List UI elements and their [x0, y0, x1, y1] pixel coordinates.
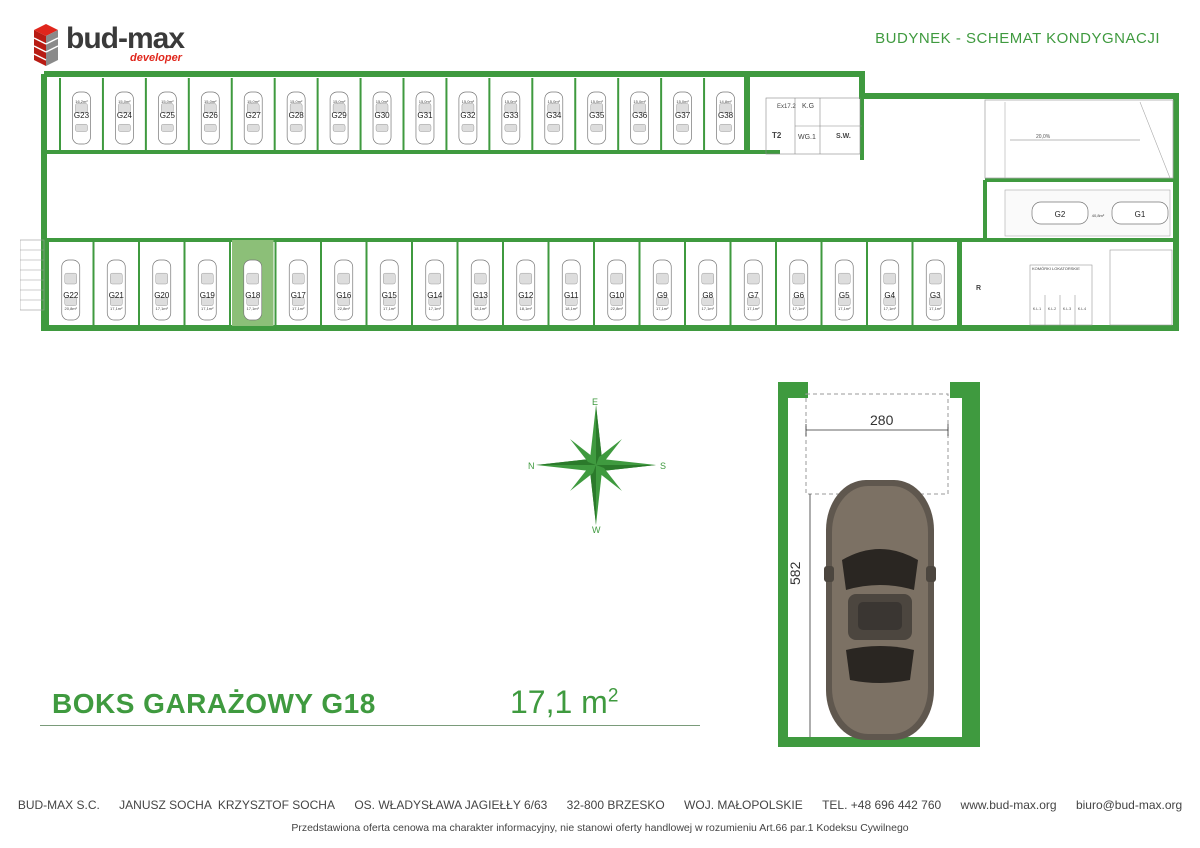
- parking-spot-g21[interactable]: [94, 240, 126, 326]
- storage-unit-label: K.L.3: [1062, 307, 1072, 311]
- ramp-slope-label: 20,0%: [1036, 134, 1051, 140]
- spot-area: 17,1m²: [747, 306, 760, 311]
- parking-spot-g10[interactable]: [594, 240, 626, 326]
- car-icon: [380, 260, 398, 320]
- ramp: [985, 100, 1173, 178]
- spot-area: 17,1m²: [792, 306, 805, 311]
- spot-area: 17,1m²: [292, 306, 305, 311]
- footer-email-link[interactable]: biuro@bud-max.org: [1075, 798, 1183, 812]
- door-swing-area: [806, 394, 948, 494]
- car-icon: [562, 260, 580, 320]
- parking-spot-g13[interactable]: [458, 240, 490, 326]
- bottom-row-spots: [48, 240, 958, 326]
- spot-id: G7: [747, 291, 759, 300]
- spot-id: G3: [929, 291, 941, 300]
- floor-plan: [20, 70, 1180, 340]
- spot-area: 18,1m²: [565, 306, 578, 311]
- box-length-label: 582: [787, 561, 803, 585]
- parking-spot-g31[interactable]: [404, 78, 434, 150]
- spot-area: 15,0m²: [676, 99, 689, 104]
- spot-id: G31: [417, 111, 433, 120]
- footer-disclaimer: Przedstawiona oferta cenowa ma charakter informacyjny, nie stanowi oferty handlowej w rozumieniu Art.66 par.1 Kodeksu Cywilnego: [291, 822, 909, 834]
- parking-spot-g14[interactable]: [412, 240, 444, 326]
- spot-area: 17,1m²: [201, 306, 214, 311]
- spot-id: G23: [73, 111, 90, 120]
- parking-spot-g26[interactable]: [189, 78, 219, 150]
- car-top-view-icon: [824, 480, 936, 740]
- spot-area: 15,0m²: [547, 99, 561, 104]
- spot-area: 15,0m²: [461, 99, 475, 104]
- car-icon: [426, 260, 444, 320]
- garage-box-drawing: [770, 380, 990, 750]
- storage-unit-label: K.L.2: [1047, 307, 1057, 311]
- compass-north-label: E: [592, 397, 599, 407]
- double-garage-car-g2[interactable]: [1032, 202, 1088, 224]
- spot-id: G33: [503, 111, 519, 120]
- spot-area: 18,1m²: [519, 306, 532, 311]
- spot-area: 18,1m²: [474, 306, 487, 311]
- parking-spot-g34[interactable]: [532, 78, 562, 150]
- logo-cube-icon: [34, 24, 58, 66]
- compass-west-label: N: [528, 461, 535, 471]
- spot-id: G16: [336, 291, 352, 300]
- title-underline: [40, 725, 700, 726]
- parking-spot-g16[interactable]: [321, 240, 353, 326]
- parking-spot-g38[interactable]: [704, 78, 734, 150]
- footer-city: 32-800 BRZESKO: [566, 798, 665, 812]
- spot-id: G12: [518, 291, 534, 300]
- top-row-spots: [60, 78, 747, 150]
- spot-id: G38: [717, 111, 734, 120]
- footer-region: WOJ. MAŁOPOLSKIE: [684, 798, 803, 812]
- spot-area: 17,1m²: [656, 306, 669, 311]
- compass-icon: [520, 395, 680, 535]
- parking-spot-g27[interactable]: [232, 78, 262, 150]
- compass-east-label: S: [660, 461, 667, 471]
- spot-area: 22,8m²: [610, 306, 623, 311]
- parking-spot-g24[interactable]: [103, 78, 133, 150]
- spot-id: G28: [288, 111, 304, 120]
- car-icon: [244, 260, 262, 320]
- spot-id: G4: [884, 291, 896, 300]
- room-sw: S.W.: [836, 133, 851, 140]
- spot-id: G19: [199, 291, 215, 300]
- spot-id: G22: [63, 291, 79, 300]
- car-icon: [62, 260, 80, 320]
- page-title: BUDYNEK - SCHEMAT KONDYGNACJI: [875, 30, 1160, 47]
- spot-id: G26: [202, 111, 218, 120]
- parking-spot-g28[interactable]: [275, 78, 305, 150]
- stair-left: [20, 240, 44, 310]
- parking-spot-g15[interactable]: [367, 240, 399, 326]
- box-area: [510, 684, 618, 721]
- parking-spot-g35[interactable]: [575, 78, 605, 150]
- box-title: BOKS GARAŻOWY G18: [52, 688, 376, 719]
- car-icon: [881, 260, 899, 320]
- parking-spot-g37[interactable]: [661, 78, 691, 150]
- spot-area: 14,8m²: [719, 99, 732, 104]
- spot-area: 15,0m²: [204, 99, 217, 104]
- spot-area: 15,0m²: [118, 99, 131, 104]
- car-icon: [653, 260, 671, 320]
- storage-unit-label: K.L.1: [1032, 307, 1042, 311]
- spot-id: G25: [159, 111, 175, 120]
- car-icon: [699, 260, 717, 320]
- spot-area: 16,2m²: [75, 99, 88, 104]
- car-icon: [835, 260, 853, 320]
- parking-spot-g25[interactable]: [146, 78, 176, 150]
- spot-id: G34: [546, 111, 562, 120]
- spot-area: 17,1m²: [929, 306, 942, 311]
- spot-id: G30: [374, 111, 390, 120]
- parking-spot-g7[interactable]: [731, 240, 763, 326]
- footer-phone: TEL. +48 696 442 760: [822, 798, 942, 812]
- car-icon: [608, 260, 626, 320]
- car-icon: [926, 260, 944, 320]
- storage-unit-label: K.L.4: [1077, 307, 1087, 311]
- parking-spot-g5[interactable]: [822, 240, 854, 326]
- car-icon: [517, 260, 535, 320]
- car-icon: [335, 260, 353, 320]
- parking-spot-g18[interactable]: [230, 240, 274, 326]
- parking-spot-g4[interactable]: [867, 240, 899, 326]
- spot-area: 17,1m²: [701, 306, 714, 311]
- spot-id: G21: [108, 291, 124, 300]
- spot-id: G6: [793, 291, 805, 300]
- car-icon: [107, 260, 125, 320]
- spot-id: G37: [675, 111, 691, 120]
- room-t2: T2: [772, 131, 782, 140]
- spot-area: 15,0m²: [246, 99, 260, 104]
- spot-id: G20: [154, 291, 170, 300]
- parking-spot-g3[interactable]: [913, 240, 945, 326]
- parking-spot-g32[interactable]: [446, 78, 476, 150]
- spot-area: 17,1m²: [428, 306, 441, 311]
- spot-id: G5: [838, 291, 850, 300]
- spot-area: 22,8m²: [337, 306, 350, 311]
- spot-id: G11: [563, 291, 579, 300]
- box-width-label: 280: [870, 412, 894, 428]
- spot-id: G29: [331, 111, 347, 120]
- parking-spot-g9[interactable]: [640, 240, 672, 326]
- spot-area: 20,8m²: [64, 306, 77, 311]
- room-ex: Ex17.2: [777, 104, 796, 110]
- parking-spot-g17[interactable]: [276, 240, 308, 326]
- spot-id: G17: [290, 291, 306, 300]
- footer-company: BUD-MAX S.C.: [17, 798, 100, 812]
- spot-area: 15,0m²: [633, 99, 646, 104]
- parking-spot-g11[interactable]: [549, 240, 581, 326]
- spot-area: 15,0m²: [590, 99, 603, 104]
- spot-id: G18: [245, 291, 261, 300]
- car-icon: [153, 260, 171, 320]
- spot-area: 15,0m²: [375, 99, 389, 104]
- compass-south-label: W: [592, 525, 601, 535]
- car-icon: [198, 260, 216, 320]
- room-r: R: [976, 285, 982, 292]
- spot-area: 17,1m²: [155, 306, 168, 311]
- car-icon: [744, 260, 762, 320]
- spot-id: G35: [589, 111, 605, 120]
- storage-label: KOMÓRKI LOKATORSKIE: [1032, 266, 1080, 271]
- spot-area: 17,1m²: [110, 306, 123, 311]
- parking-spot-g12[interactable]: [503, 240, 535, 326]
- room-wg1: WG.1: [798, 134, 816, 141]
- parking-spot-g30[interactable]: [361, 78, 391, 150]
- logo-subtitle: developer: [130, 52, 182, 64]
- spot-area: 15,0m²: [289, 99, 303, 104]
- parking-spot-g36[interactable]: [618, 78, 648, 150]
- car-icon: [289, 260, 307, 320]
- storage-block: [1030, 250, 1172, 325]
- double-garage-car-g1[interactable]: [1112, 202, 1168, 224]
- parking-spot-g8[interactable]: [685, 240, 717, 326]
- car-icon: [790, 260, 808, 320]
- spot-id: G9: [656, 291, 668, 300]
- spot-id: G8: [702, 291, 714, 300]
- spot-id: G10: [609, 291, 625, 300]
- spot-id: G14: [427, 291, 443, 300]
- parking-spot-g6[interactable]: [776, 240, 808, 326]
- parking-spot-g33[interactable]: [489, 78, 519, 150]
- spot-id: G13: [472, 291, 488, 300]
- car-icon: [471, 260, 489, 320]
- footer-address: OS. WŁADYSŁAWA JAGIEŁŁY 6/63: [354, 798, 548, 812]
- box-area-unit: 2: [607, 685, 619, 707]
- parking-spot-g19[interactable]: [185, 240, 217, 326]
- spot-area: 17,1m²: [383, 306, 396, 311]
- double-garage-area: 40,8m²: [1091, 213, 1105, 218]
- spot-area: 15,0m²: [332, 99, 346, 104]
- footer-contact: [0, 798, 1200, 812]
- spot-area: 15,0m²: [161, 99, 174, 104]
- spot-id: G36: [632, 111, 648, 120]
- spot-id: G24: [116, 111, 132, 120]
- parking-spot-g23[interactable]: [60, 78, 90, 150]
- parking-spot-g29[interactable]: [318, 78, 348, 150]
- spot-id: G32: [460, 111, 476, 120]
- room-kg: K.G: [802, 103, 815, 110]
- parking-spot-g22[interactable]: [48, 240, 80, 326]
- spot-area: 17,1m²: [838, 306, 851, 311]
- spot-area: 15,0m²: [418, 99, 432, 104]
- spot-area: 17,1m²: [883, 306, 896, 311]
- spot-area: 15,0m²: [504, 99, 518, 104]
- spot-id: G15: [381, 291, 397, 300]
- double-garage-label: G2: [1054, 210, 1066, 219]
- footer-web-link[interactable]: www.bud-max.org: [960, 798, 1057, 812]
- box-area-value: 17,1 m: [510, 684, 608, 720]
- parking-spot-g20[interactable]: [139, 240, 171, 326]
- logo-name: bud-max: [66, 22, 185, 55]
- footer-owners: JANUSZ SOCHA KRZYSZTOF SOCHA: [119, 798, 335, 812]
- spot-area: 17,1m²: [246, 306, 259, 311]
- spot-id: G27: [245, 111, 261, 120]
- double-garage-label: G1: [1134, 210, 1146, 219]
